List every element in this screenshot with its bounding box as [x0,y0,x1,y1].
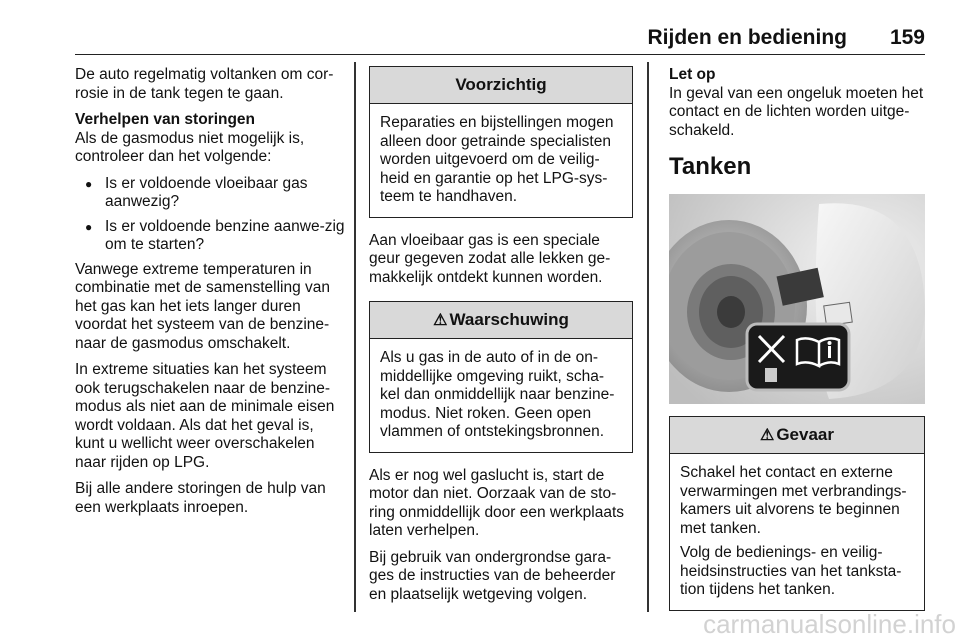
danger-text-1: Schakel het contact en externe verwarmingen met verbrandings-kamers uit alvorens te beginnen met tanken. [680,464,907,537]
caution-text: Reparaties en bijstellingen mogen alleen door getrainde specialisten worden uitgevoerd om de veilig-heid en garantie op het LPG-sys-teem te handhaven. [380,114,614,205]
column-divider-left [354,62,356,612]
chapter-title: Rijden en bediening [647,26,847,49]
column-right [669,66,925,625]
gas-smell-paragraph: Als er nog wel gaslucht is, start de motor dan niet. Oorzaak van de sto-ring onmiddellijk door een werkplaats laten verhelpen. [369,466,625,539]
check-list [75,175,345,255]
troubleshooting-lead: Als de gasmodus niet mogelijk is, controleer dan het volgende: [75,129,305,165]
workshop-paragraph: Bij alle andere storingen de hulp van een werkplaats inroepen. [75,480,326,516]
warning-triangle-icon: ⚠ [433,312,448,329]
check-item: ● Is er voldoende benzine aanwe-zig om te starten? [75,218,345,255]
note-text: In geval van een ongeluk moeten het contact en de lichten worden uitge-schakeld. [669,84,924,139]
danger-header [670,417,924,454]
watermark: carmanualsonline.info [703,609,956,639]
column-middle [369,66,633,612]
fallback-paragraph: In extreme situaties kan het systeem ook terugschakelen naar de benzine-modus als niet aan de minimale eisen wordt voldaan. Als dat het geval is, kunt u wellicht weer overschakelen naar rijden op LPG. [75,361,335,471]
troubleshooting-heading: Verhelpen van storingen [75,111,256,128]
caution-box [369,66,633,218]
page-number: 159 [889,26,925,49]
odor-paragraph: Aan vloeibaar gas is een speciale geur gegeven zodat alle lekken ge-makkelijk ontdekt kunnen worden. [369,231,611,286]
note-label: Let op [669,66,716,83]
warning-text: Als u gas in de auto of in de on-middellijke omgeving ruikt, scha-kel dan onmiddellijk naar benzine-modus. Niet roken. Geen open vlammen of ontstekingsbronnen. [380,349,615,440]
danger-title: Gevaar [776,425,834,444]
danger-text-2: Volg de bedienings- en veilig-heidsinstructies van het tanksta-tion tijdens het tanken. [680,544,902,598]
temperature-paragraph: Vanwege extreme temperaturen in combinatie met de samenstelling van het gas kan het iets langer duren voordat het systeem van de benzine-naar de gasmodus omschakelt. [75,260,331,352]
page-header [75,26,925,55]
warning-box [369,301,633,453]
warning-triangle-icon: ⚠ [759,427,775,444]
section-title: Tanken [669,153,752,180]
check-item: ● Is er voldoende vloeibaar gas aanwezig? [75,175,345,212]
caution-title: Voorzichtig [370,67,632,104]
column-divider-right [647,62,649,612]
warning-header [370,302,632,339]
garage-paragraph: Bij gebruik van ondergrondse gara-ges de instructies van de beheerder en plaatselijk wetgeving volgen. [369,548,616,603]
intro-paragraph: De auto regelmatig voltanken om cor-rosie in de tank tegen te gaan. [75,66,334,102]
danger-box [669,416,925,611]
fuel-flap-photo [669,194,925,404]
warning-title: Waarschuwing [449,310,569,329]
column-left [75,66,345,525]
